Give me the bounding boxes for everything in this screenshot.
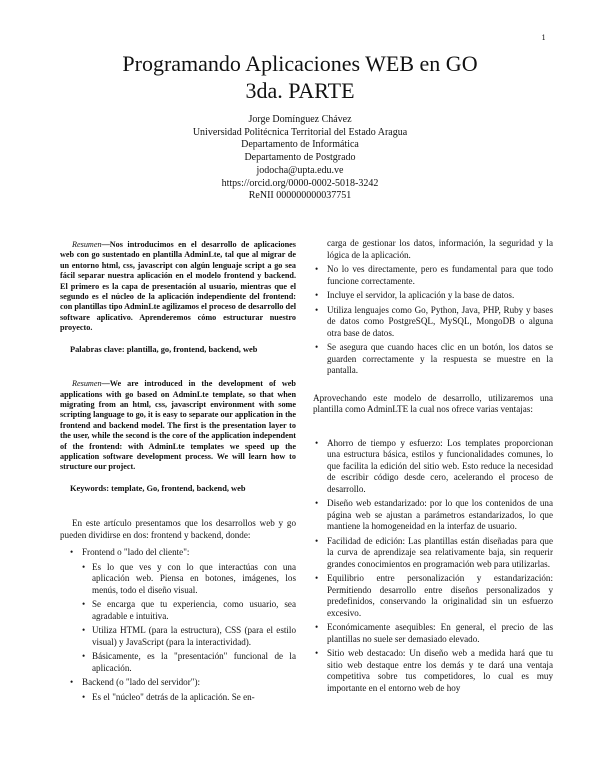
list-item: • Incluye el servidor, la aplicación y la base de datos.	[313, 290, 553, 302]
list-item: • Utiliza lenguajes como Go, Python, Java, PHP, Ruby y bases de datos como PostgreSQL, MySQL, MongoDB o alguna otra base de datos.	[313, 305, 553, 340]
author-email: jodocha@upta.edu.ve	[256, 164, 344, 176]
list-item	[60, 547, 296, 674]
title-line-2: 3da. PARTE	[245, 78, 355, 103]
frontend-backend-list	[60, 547, 296, 703]
list-item: • No lo ves directamente, pero es fundamental para que todo funcione correctamente.	[313, 264, 553, 287]
backend-item-continuation: carga de gestionar los datos, información, la seguridad y la lógica de la aplicación.	[327, 238, 553, 260]
list-item: • Se encarga que tu experiencia, como usuario, sea agradable e intuitiva.	[60, 599, 296, 622]
list-item: • Es lo que ves y con lo que interactúas con una aplicación web. Piensa en botones, imágenes, los menús, todo el diseño visual.	[60, 562, 296, 597]
list-item: • Básicamente, es la "presentación" funcional de la aplicación.	[60, 651, 296, 674]
palabras-clave: Palabras clave: plantilla, go, frontend, backend, web	[70, 344, 258, 354]
author-block	[0, 114, 600, 203]
page-number: 1	[541, 34, 546, 42]
frontend-label: Frontend o "lado del cliente":	[82, 547, 190, 558]
resumen-label: Resumen	[72, 240, 102, 249]
left-column	[60, 240, 296, 706]
resumen-es	[60, 240, 296, 334]
list-item: • Ahorro de tiempo y esfuerzo: Los templates proporcionan una estructura básica, estilos y funcionalidades comunes, lo que facilita la edición del sitio web. Esto reduce la necesidad de escribir código desde cero, acelerando el proceso de desarrollo.	[313, 438, 553, 496]
list-item: • Sitio web destacado: Un diseño web a medida hará que tu sitio web destaque entre los demás y te dará una ventaja competitiva sobre tus competidores, lo cual es muy importante en el entorno web de hoy	[313, 648, 553, 694]
list-item: • Diseño web estandarizado: por lo que los contenidos de una página web se ajustan a parámetros estandarizados, lo que mantiene la homogeneidad en la interfaz de usuario.	[313, 498, 553, 533]
backend-label: Backend (o "lado del servidor"):	[82, 677, 201, 688]
author-orcid: https://orcid.org/0000-0002-5018-3242	[221, 177, 379, 189]
backend-items	[313, 264, 553, 377]
adminlte-intro: Aprovechando este modelo de desarrollo, utilizaremos una plantilla como AdminLTE la cual nos ofrece varias ventajas:	[313, 392, 553, 414]
backend-sublist	[60, 692, 296, 704]
list-item: • Equilibrio entre personalización y estandarización: Permitiendo desarrollo entre diseños personalizados y predefinidos, conservando la originalidad sin un esfuerzo excesivo.	[313, 573, 553, 619]
author-dept-2: Departamento de Postgrado	[244, 152, 356, 164]
list-item: • Económicamente asequibles: En general, el precio de las plantillas no suele ser demasiado elevado.	[313, 622, 553, 645]
abstract-label: Resumen	[72, 379, 102, 389]
keywords: Keywords: template, Go, frontend, backend, web	[70, 483, 246, 493]
list-item: • Es el "núcleo" detrás de la aplicación. Se en-	[60, 692, 296, 704]
right-column	[313, 238, 553, 697]
frontend-sublist	[60, 562, 296, 675]
ventajas-list	[313, 438, 553, 695]
abstract-text: —We are introduced in the development of web applications with go based on AdminLte template, so that when migrating from an html, css, javascript environment with some scripting language to go, it is easy to separate our application in the frontend and backend model. The first is the presentation layer to the user, while the second is the core of the application independent of the frontend: with AdminLte templates we speed up the application software development process. We will learn how to structure our project.	[60, 379, 296, 472]
title-line-1: Programando Aplicaciones WEB en GO	[122, 51, 478, 76]
author-dept-1: Departamento de Informática	[241, 139, 359, 151]
list-item: • Facilidad de edición: Las plantillas están diseñadas para que la curva de aprendizaje sea relativamente baja, sin requerir grandes conocimientos en programación web para utilizarlas.	[313, 536, 553, 571]
author-university: Universidad Politécnica Territorial del Estado Aragua	[192, 126, 408, 138]
resumen-text: —Nos introducimos en el desarrollo de aplicaciones web con go sustentado en plantilla AdminLte, tal que al migrar de un entorno html, css, javascript con algún lenguaje script a go sea fácil separar nuestra aplicación en el modelo frontend y backend. El primero es la capa de presentación al usuario, mientras que el segundo es el núcleo de la aplicación independiente del frontend: con plantillas tipo AdminLte agilizamos el proceso de desarrollo del software aplicativo. Aprenderemos cómo estructurar nuestro proyecto.	[60, 240, 296, 333]
list-item	[60, 677, 296, 703]
author-name: Jorge Domínguez Chávez	[248, 114, 352, 125]
intro-paragraph: En este artículo presentamos que los desarrollos web y go pueden dividirse en dos: frontend y backend, donde:	[60, 518, 296, 540]
author-renii: ReNII 000000000037751	[248, 190, 352, 202]
abstract-en	[60, 379, 296, 473]
paper-title	[0, 50, 600, 104]
list-item: • Utiliza HTML (para la estructura), CSS (para el estilo visual) y JavaScript (para la interactividad).	[60, 625, 296, 648]
list-item: • Se asegura que cuando haces clic en un botón, los datos se guarden correctamente y la respuesta se muestre en la pantalla.	[313, 342, 553, 377]
